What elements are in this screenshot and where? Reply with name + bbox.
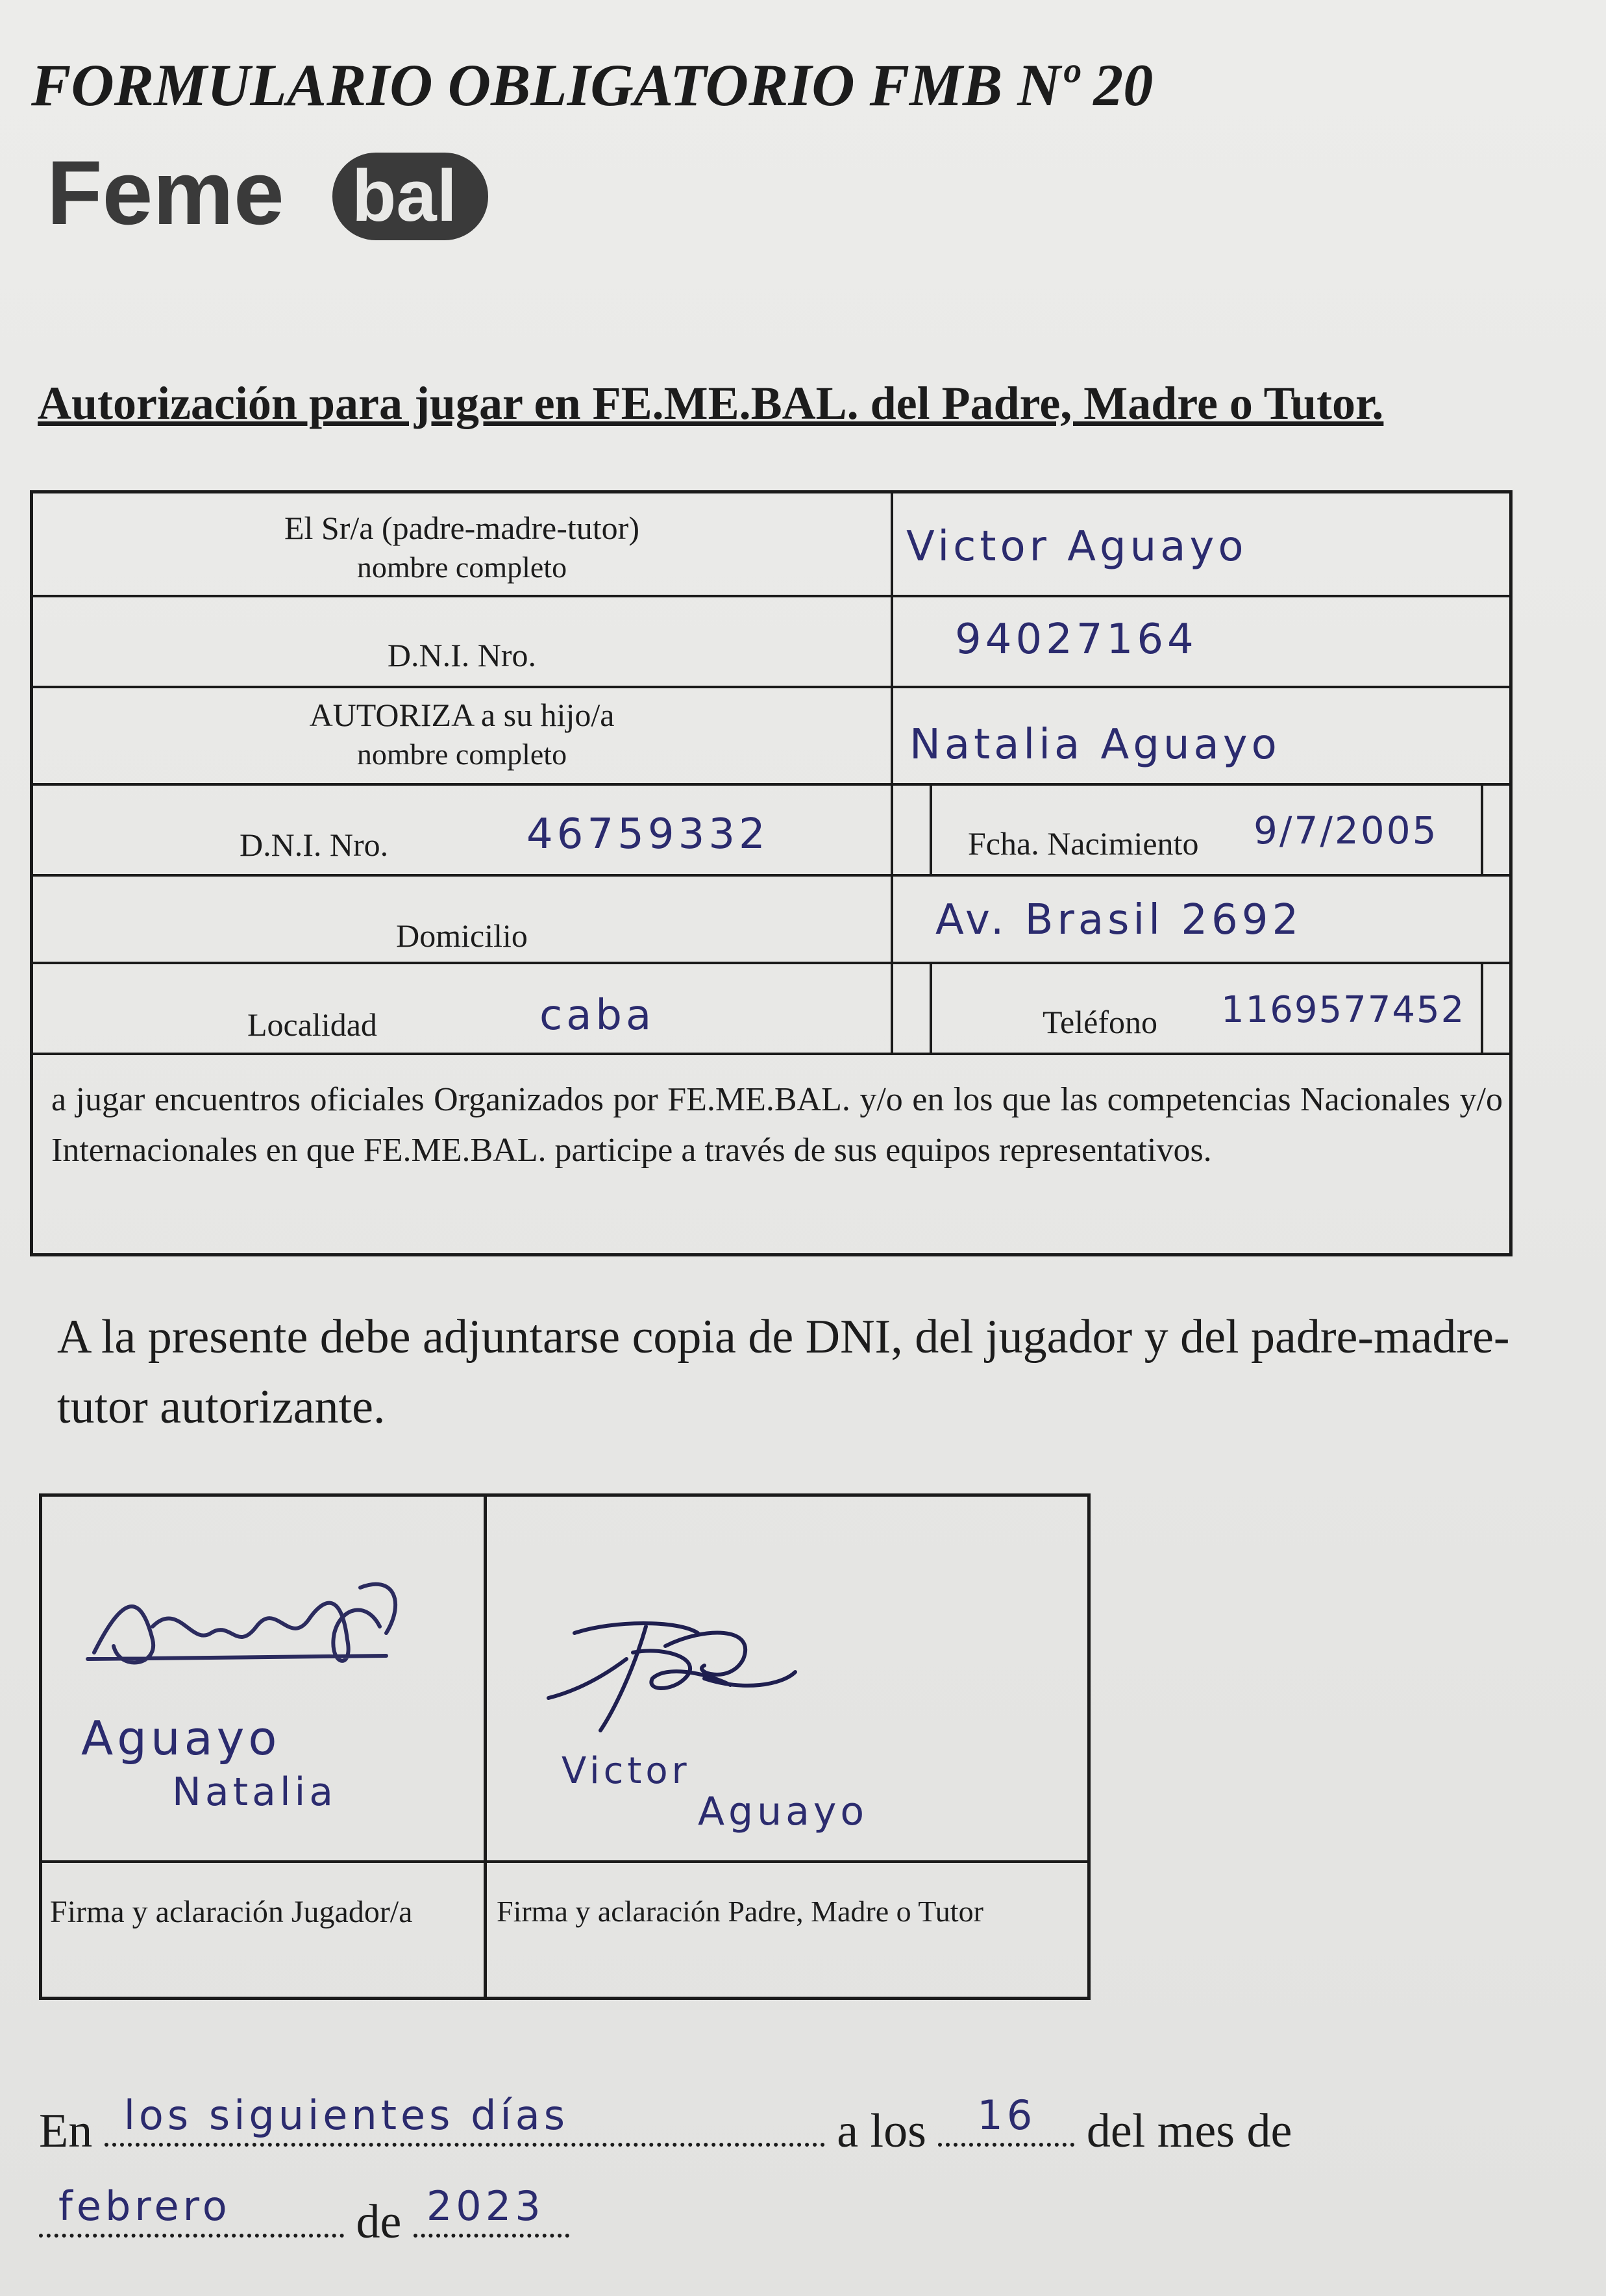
player-printed-name: Natalia [172,1769,338,1815]
femebal-logo [47,140,488,250]
player-signature [81,1562,445,1691]
child-name-value[interactable]: Natalia Aguayo [909,721,1281,769]
address-label: Domicilio [396,917,528,954]
player-printed-surname: Aguayo [81,1711,281,1766]
authorization-text: a jugar encuentros oficiales Organizados por FE.ME.BAL. y/o en los que las competencias Nacionales y/o Internacionales en que FE.ME.BAL. participe a través de sus equipos representativos. [51,1081,1503,1169]
en-label: En [39,2104,93,2158]
child-dni-value[interactable]: 46759332 [526,810,769,858]
parent-signature [536,1607,873,1737]
birth-date-label: Fcha. Nacimiento [968,825,1199,862]
form-subtitle: Autorización para jugar en FE.ME.BAL. del Padre, Madre o Tutor. [38,377,1384,429]
address-value[interactable]: Av. Brasil 2692 [935,896,1303,944]
svg-text:bal: bal [352,155,457,236]
parent-name-row [33,493,1509,597]
parent-dni-value[interactable]: 94027164 [955,616,1198,664]
mes-label: del mes de [1086,2104,1292,2158]
year-value[interactable]: 2023 [426,2182,545,2230]
parent-dni-row [33,597,1509,688]
parent-name-value[interactable]: Victor Aguayo [906,523,1248,571]
parent-printed-name: Victor [562,1750,691,1792]
parent-signature-label: Firma y aclaración Padre, Madre o Tutor [497,1895,983,1928]
parent-dni-label: D.N.I. Nro. [387,637,537,673]
child-dni-label: D.N.I. Nro. [240,827,389,863]
day-value[interactable]: 16 [977,2091,1037,2139]
parent-name-label: El Sr/a (padre-madre-tutor) nombre completo [284,510,639,584]
phone-label: Teléfono [1043,1004,1157,1040]
birth-date-value[interactable]: 9/7/2005 [1254,808,1439,853]
player-signature-label: Firma y aclaración Jugador/a [50,1895,413,1929]
signature-table [39,1493,1091,2000]
city-phone-row [33,964,1509,1055]
form-title: FORMULARIO OBLIGATORIO FMB Nº 20 [31,52,1154,118]
date-line-2 [39,2182,569,2250]
authorization-table [30,490,1513,1256]
child-dni-row [33,786,1509,877]
month-value[interactable]: febrero [58,2182,231,2230]
svg-text:Feme: Feme [47,142,284,243]
notice-text: A la presente debe adjuntarse copia de DNI, del jugador y del padre-madre-tutor autorizante. [57,1310,1510,1434]
phone-value[interactable]: 1169577452 [1221,989,1466,1031]
address-row [33,877,1509,964]
child-name-row [33,688,1509,786]
date-line-1 [39,2091,1292,2159]
place-value[interactable]: los siguientes días [123,2091,569,2139]
parent-printed-surname: Aguayo [698,1789,869,1834]
a-los-label: a los [837,2104,926,2158]
de-label: de [356,2195,402,2249]
child-name-label: AUTORIZA a su hijo/a nombre completo [309,697,615,771]
city-label: Localidad [247,1006,377,1043]
city-value[interactable]: caba [539,992,656,1040]
authorization-text-row [33,1055,1509,1256]
